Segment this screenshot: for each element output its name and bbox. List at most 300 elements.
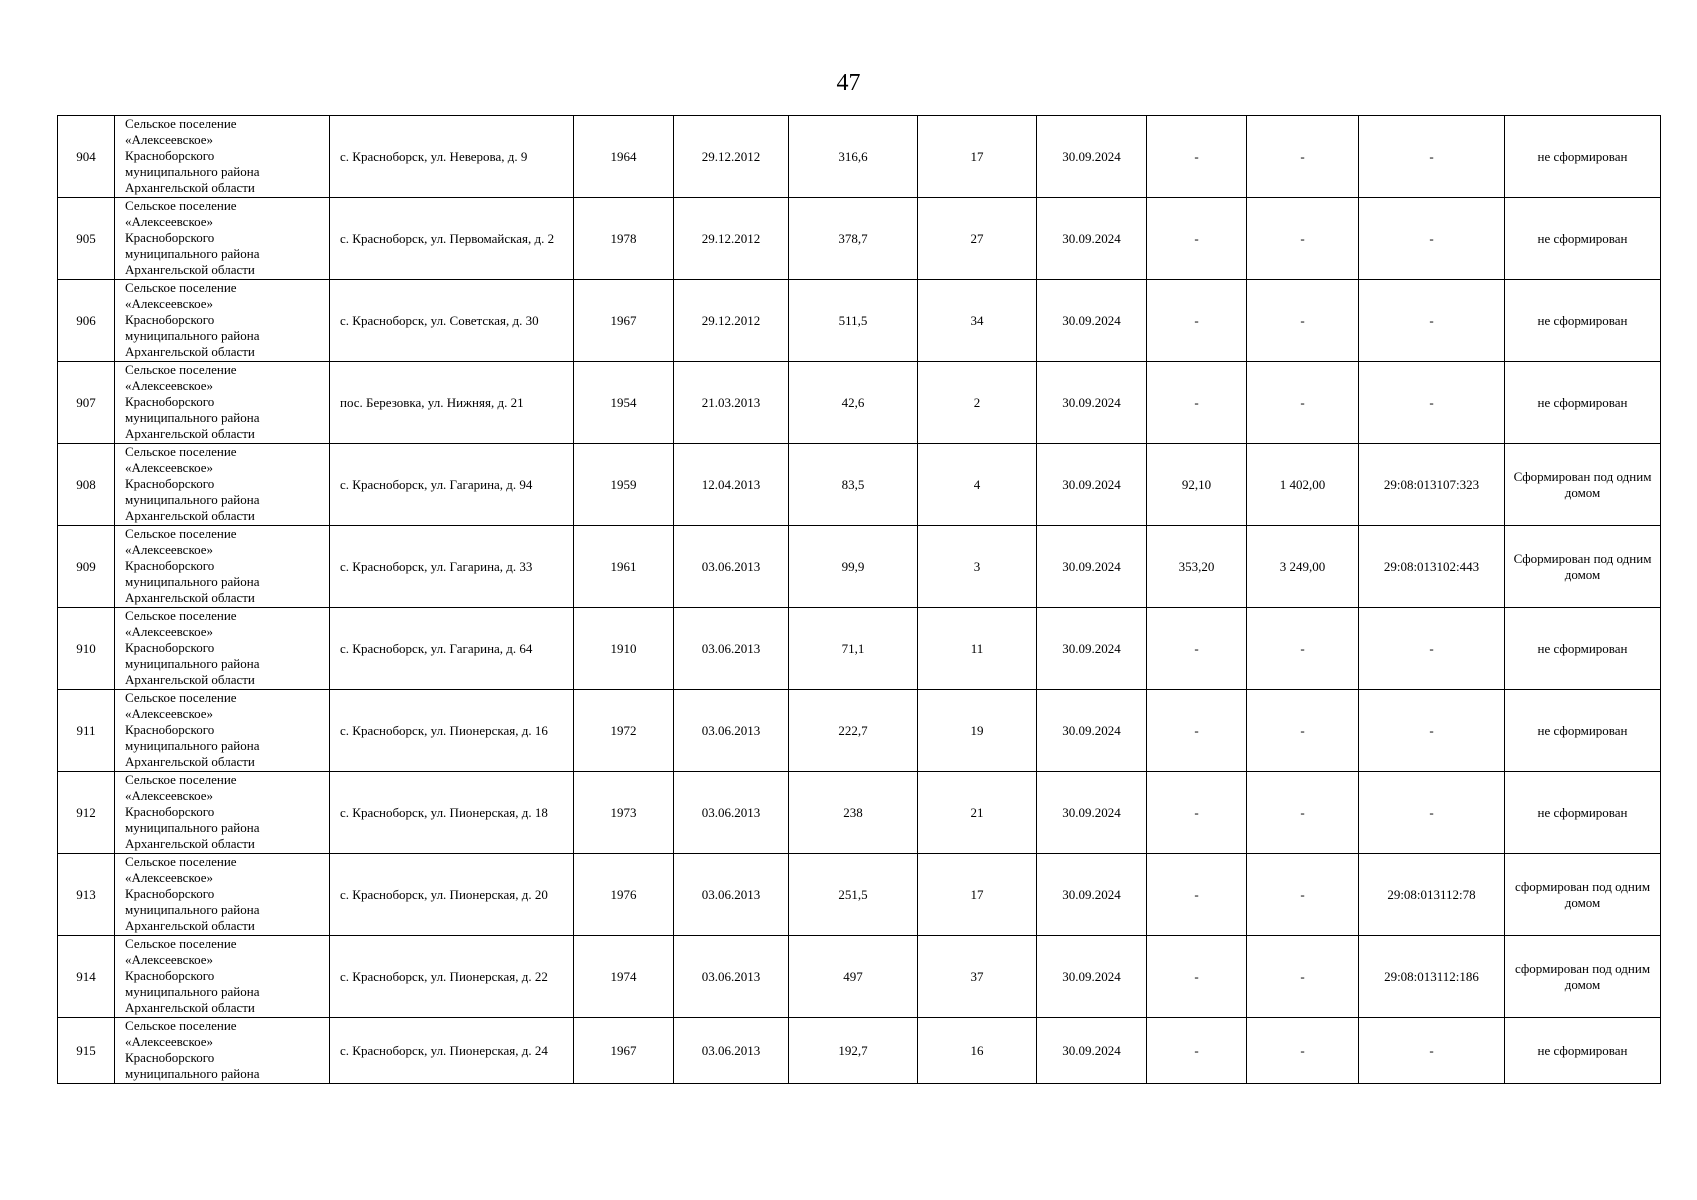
status-cell [1505, 198, 1661, 280]
settlement-name-line: муниципального района [125, 164, 260, 179]
cadastral-number-value: - [1429, 640, 1434, 656]
deadline-value: 30.09.2024 [1062, 968, 1121, 984]
deadline-value: 30.09.2024 [1062, 804, 1121, 820]
residents-cell [918, 116, 1037, 198]
area-cell [789, 444, 918, 526]
residents-cell [918, 936, 1037, 1018]
date-value: 21.03.2013 [701, 394, 761, 410]
year-cell [574, 690, 674, 772]
settlement-name-line: муниципального района [125, 738, 260, 753]
residents-value: 2 [973, 394, 981, 410]
cadastral-number-cell [1359, 198, 1505, 280]
date-value: 29.12.2012 [701, 230, 761, 246]
settlement-name-line: Красноборского [125, 476, 215, 491]
land-area-value: 353,20 [1178, 558, 1215, 574]
date-value: 29.12.2012 [701, 312, 761, 328]
residents-value: 19 [970, 722, 984, 738]
settlement-name-line: Красноборского [125, 558, 215, 573]
settlement-name-line: Сельское поселение [125, 1018, 237, 1033]
row-number-cell [58, 198, 115, 280]
year-value: 1973 [610, 804, 637, 820]
cadastral-number-value: - [1429, 722, 1434, 738]
address-value: с. Красноборск, ул. Пионерская, д. 18 [340, 804, 548, 820]
settlement-name-line: Сельское поселение [125, 608, 237, 623]
cadastral-value-cell [1247, 936, 1359, 1018]
status-cell [1505, 608, 1661, 690]
cadastral-value-cell [1247, 280, 1359, 362]
land-area-value: - [1194, 968, 1199, 984]
table-row [58, 116, 1661, 198]
status-value: Сформирован под одним домом [1513, 468, 1652, 500]
status-value: не сформирован [1537, 640, 1628, 656]
settlement-name-line: муниципального района [125, 574, 260, 589]
settlement-cell [115, 854, 330, 936]
settlement-name-line: Архангельской области [125, 180, 255, 195]
settlement-name-line: Красноборского [125, 886, 215, 901]
address-cell [330, 936, 574, 1018]
cadastral-number-cell [1359, 280, 1505, 362]
status-value: сформирован под одним домом [1514, 878, 1651, 910]
row-number-cell [58, 444, 115, 526]
year-cell [574, 198, 674, 280]
land-area-cell [1147, 1018, 1247, 1084]
residents-value: 3 [973, 558, 981, 574]
status-cell [1505, 526, 1661, 608]
year-value: 1961 [610, 558, 637, 574]
year-cell [574, 936, 674, 1018]
residents-value: 17 [970, 886, 984, 902]
settlement-cell [115, 362, 330, 444]
deadline-cell [1037, 116, 1147, 198]
address-value: с. Красноборск, ул. Советская, д. 30 [340, 312, 539, 328]
settlement-name-line: «Алексеевское» [125, 132, 214, 147]
row-number-cell [58, 690, 115, 772]
cadastral-value-cell [1247, 116, 1359, 198]
status-value: не сформирован [1537, 312, 1628, 328]
cadastral-value-cell [1247, 854, 1359, 936]
settlement-name-line: «Алексеевское» [125, 952, 214, 967]
area-cell [789, 936, 918, 1018]
cadastral-number-value: 29:08:013102:443 [1383, 558, 1480, 574]
address-cell [330, 280, 574, 362]
area-value: 99,9 [841, 558, 865, 574]
settlement-name-line: муниципального района [125, 492, 260, 507]
settlement-name-line: «Алексеевское» [125, 624, 214, 639]
cadastral-number-value: - [1429, 1042, 1434, 1058]
address-cell [330, 608, 574, 690]
year-value: 1976 [610, 886, 637, 902]
area-value: 378,7 [838, 230, 868, 246]
area-cell [789, 854, 918, 936]
address-value: с. Красноборск, ул. Первомайская, д. 2 [340, 230, 555, 246]
deadline-value: 30.09.2024 [1062, 394, 1121, 410]
cadastral-value-value: - [1300, 394, 1305, 410]
year-cell [574, 116, 674, 198]
year-value: 1967 [610, 1042, 637, 1058]
table-row [58, 854, 1661, 936]
land-area-value: - [1194, 312, 1199, 328]
cadastral-number-cell [1359, 116, 1505, 198]
settlement-name-line: Архангельской области [125, 426, 255, 441]
date-value: 03.06.2013 [701, 886, 761, 902]
cadastral-value-value: - [1300, 804, 1305, 820]
residents-value: 17 [970, 148, 984, 164]
settlement-name-line: «Алексеевское» [125, 214, 214, 229]
settlement-name-line: муниципального района [125, 328, 260, 343]
settlement-name-line: Красноборского [125, 804, 215, 819]
land-area-value: 92,10 [1181, 476, 1212, 492]
settlement-name-line: «Алексеевское» [125, 378, 214, 393]
settlement-name-line: «Алексеевское» [125, 788, 214, 803]
deadline-value: 30.09.2024 [1062, 640, 1121, 656]
cadastral-number-cell [1359, 1018, 1505, 1084]
status-cell [1505, 362, 1661, 444]
address-cell [330, 116, 574, 198]
settlement-name-line: Сельское поселение [125, 116, 237, 131]
row-number-cell [58, 280, 115, 362]
area-value: 71,1 [841, 640, 865, 656]
row-number-value: 905 [76, 230, 96, 246]
settlement-name-line: Красноборского [125, 394, 215, 409]
cadastral-number-cell [1359, 936, 1505, 1018]
cadastral-number-cell [1359, 608, 1505, 690]
status-value: не сформирован [1537, 394, 1628, 410]
land-area-value: - [1194, 148, 1199, 164]
date-cell [674, 362, 789, 444]
deadline-cell [1037, 936, 1147, 1018]
land-area-cell [1147, 280, 1247, 362]
cadastral-number-cell [1359, 444, 1505, 526]
residents-cell [918, 690, 1037, 772]
land-area-cell [1147, 198, 1247, 280]
row-number-cell [58, 362, 115, 444]
row-number-value: 906 [76, 312, 96, 328]
land-area-cell [1147, 526, 1247, 608]
settlement-cell [115, 444, 330, 526]
table-row [58, 1018, 1661, 1084]
deadline-cell [1037, 280, 1147, 362]
cadastral-value-value: - [1300, 230, 1305, 246]
settlement-name-line: «Алексеевское» [125, 296, 214, 311]
year-cell [574, 280, 674, 362]
deadline-cell [1037, 854, 1147, 936]
area-cell [789, 362, 918, 444]
table-row [58, 526, 1661, 608]
page-number: 47 [836, 70, 861, 96]
cadastral-value-cell [1247, 1018, 1359, 1084]
settlement-name-line: Красноборского [125, 312, 215, 327]
cadastral-number-cell [1359, 690, 1505, 772]
deadline-value: 30.09.2024 [1062, 312, 1121, 328]
table-body [58, 116, 1661, 1084]
area-value: 316,6 [838, 148, 868, 164]
deadline-cell [1037, 772, 1147, 854]
cadastral-number-value: - [1429, 148, 1434, 164]
row-number-value: 913 [76, 886, 96, 902]
land-area-cell [1147, 608, 1247, 690]
settlement-name-line: Архангельской области [125, 344, 255, 359]
land-area-cell [1147, 690, 1247, 772]
deadline-value: 30.09.2024 [1062, 558, 1121, 574]
deadline-cell [1037, 444, 1147, 526]
year-value: 1910 [610, 640, 637, 656]
date-cell [674, 116, 789, 198]
deadline-cell [1037, 526, 1147, 608]
cadastral-value-cell [1247, 608, 1359, 690]
registry-table [57, 115, 1661, 1084]
row-number-cell [58, 526, 115, 608]
table-row [58, 772, 1661, 854]
year-cell [574, 1018, 674, 1084]
settlement-name-line: Сельское поселение [125, 198, 237, 213]
address-value: с. Красноборск, ул. Гагарина, д. 94 [340, 476, 533, 492]
address-cell [330, 854, 574, 936]
row-number-value: 910 [76, 640, 96, 656]
row-number-cell [58, 1018, 115, 1084]
table-row [58, 198, 1661, 280]
deadline-value: 30.09.2024 [1062, 148, 1121, 164]
area-value: 42,6 [841, 394, 865, 410]
settlement-name-line: муниципального района [125, 656, 260, 671]
date-cell [674, 280, 789, 362]
settlement-cell [115, 280, 330, 362]
settlement-name-line: Сельское поселение [125, 526, 237, 541]
area-cell [789, 772, 918, 854]
settlement-name-line: Красноборского [125, 968, 215, 983]
date-cell [674, 198, 789, 280]
settlement-name-line: «Алексеевское» [125, 460, 214, 475]
cadastral-number-cell [1359, 526, 1505, 608]
status-cell [1505, 1018, 1661, 1084]
area-cell [789, 280, 918, 362]
status-value: не сформирован [1537, 804, 1628, 820]
land-area-cell [1147, 362, 1247, 444]
settlement-name-line: Сельское поселение [125, 854, 237, 869]
settlement-name-line: «Алексеевское» [125, 1034, 214, 1049]
cadastral-value-value: - [1300, 148, 1305, 164]
settlement-name-line: Архангельской области [125, 836, 255, 851]
address-cell [330, 526, 574, 608]
address-cell [330, 198, 574, 280]
settlement-name-line: Сельское поселение [125, 690, 237, 705]
settlement-cell [115, 608, 330, 690]
year-value: 1964 [610, 148, 637, 164]
address-cell [330, 444, 574, 526]
settlement-cell [115, 526, 330, 608]
settlement-cell [115, 936, 330, 1018]
cadastral-value-value: 1 402,00 [1279, 476, 1326, 492]
settlement-name-line: Архангельской области [125, 590, 255, 605]
cadastral-number-cell [1359, 772, 1505, 854]
settlement-name-line: муниципального района [125, 984, 260, 999]
settlement-name-line: Сельское поселение [125, 444, 237, 459]
settlement-name-line: муниципального района [125, 902, 260, 917]
row-number-value: 908 [76, 476, 96, 492]
land-area-cell [1147, 854, 1247, 936]
address-value: с. Красноборск, ул. Пионерская, д. 24 [340, 1042, 548, 1058]
residents-value: 16 [970, 1042, 984, 1058]
table-row [58, 608, 1661, 690]
address-value: с. Красноборск, ул. Гагарина, д. 64 [340, 640, 533, 656]
row-number-value: 907 [76, 394, 96, 410]
cadastral-number-value: 29:08:013112:78 [1387, 886, 1476, 902]
year-value: 1954 [610, 394, 637, 410]
cadastral-value-value: - [1300, 886, 1305, 902]
status-cell [1505, 444, 1661, 526]
settlement-name-line: муниципального района [125, 246, 260, 261]
row-number-value: 912 [76, 804, 96, 820]
status-value: не сформирован [1537, 148, 1628, 164]
address-value: с. Красноборск, ул. Пионерская, д. 20 [340, 886, 548, 902]
row-number-cell [58, 936, 115, 1018]
table-row [58, 362, 1661, 444]
deadline-cell [1037, 362, 1147, 444]
residents-cell [918, 198, 1037, 280]
year-cell [574, 444, 674, 526]
area-value: 511,5 [838, 312, 868, 328]
row-number-value: 914 [76, 968, 96, 984]
date-cell [674, 690, 789, 772]
date-value: 12.04.2013 [701, 476, 761, 492]
date-value: 03.06.2013 [701, 804, 761, 820]
cadastral-value-cell [1247, 444, 1359, 526]
settlement-name-line: «Алексеевское» [125, 706, 214, 721]
deadline-value: 30.09.2024 [1062, 722, 1121, 738]
settlement-name-line: Красноборского [125, 640, 215, 655]
residents-value: 4 [973, 476, 981, 492]
cadastral-value-cell [1247, 526, 1359, 608]
residents-cell [918, 772, 1037, 854]
residents-value: 34 [970, 312, 984, 328]
deadline-cell [1037, 690, 1147, 772]
status-value: сформирован под одним домом [1514, 960, 1651, 992]
cadastral-value-value: - [1300, 1042, 1305, 1058]
residents-value: 37 [970, 968, 984, 984]
status-value: не сформирован [1537, 1042, 1628, 1058]
table-row [58, 936, 1661, 1018]
address-value: пос. Березовка, ул. Нижняя, д. 21 [340, 394, 524, 410]
settlement-name-line: муниципального района [125, 820, 260, 835]
status-cell [1505, 690, 1661, 772]
settlement-name-line: Сельское поселение [125, 772, 237, 787]
table-row [58, 444, 1661, 526]
cadastral-value-value: - [1300, 640, 1305, 656]
settlement-name-line: Архангельской области [125, 508, 255, 523]
cadastral-number-value: - [1429, 230, 1434, 246]
settlement-name-line: Красноборского [125, 230, 215, 245]
address-cell [330, 362, 574, 444]
settlement-name-line: Красноборского [125, 722, 215, 737]
row-number-cell [58, 854, 115, 936]
deadline-value: 30.09.2024 [1062, 886, 1121, 902]
residents-cell [918, 444, 1037, 526]
settlement-name-line: Архангельской области [125, 918, 255, 933]
status-cell [1505, 280, 1661, 362]
deadline-value: 30.09.2024 [1062, 230, 1121, 246]
residents-cell [918, 526, 1037, 608]
cadastral-value-cell [1247, 362, 1359, 444]
row-number-value: 909 [76, 558, 96, 574]
cadastral-value-value: - [1300, 312, 1305, 328]
settlement-name-line: Архангельской области [125, 262, 255, 277]
table-row [58, 690, 1661, 772]
residents-cell [918, 608, 1037, 690]
area-cell [789, 198, 918, 280]
area-cell [789, 116, 918, 198]
row-number-value: 915 [76, 1042, 96, 1058]
settlement-name-line: Архангельской области [125, 754, 255, 769]
settlement-cell [115, 690, 330, 772]
settlement-name-line: Сельское поселение [125, 280, 237, 295]
deadline-value: 30.09.2024 [1062, 476, 1121, 492]
year-value: 1972 [610, 722, 637, 738]
row-number-value: 904 [76, 148, 96, 164]
cadastral-number-cell [1359, 362, 1505, 444]
cadastral-number-value: 29:08:013107:323 [1383, 476, 1480, 492]
cadastral-value-value: - [1300, 968, 1305, 984]
settlement-name-line: Сельское поселение [125, 362, 237, 377]
address-value: с. Красноборск, ул. Пионерская, д. 22 [340, 968, 548, 984]
status-cell [1505, 854, 1661, 936]
land-area-value: - [1194, 804, 1199, 820]
cadastral-value-cell [1247, 198, 1359, 280]
year-value: 1974 [610, 968, 637, 984]
year-cell [574, 608, 674, 690]
area-cell [789, 526, 918, 608]
land-area-cell [1147, 116, 1247, 198]
date-cell [674, 854, 789, 936]
land-area-cell [1147, 936, 1247, 1018]
cadastral-number-cell [1359, 854, 1505, 936]
date-cell [674, 1018, 789, 1084]
settlement-name-line: Архангельской области [125, 1000, 255, 1015]
land-area-value: - [1194, 230, 1199, 246]
settlement-cell [115, 772, 330, 854]
year-cell [574, 772, 674, 854]
land-area-value: - [1194, 886, 1199, 902]
residents-cell [918, 854, 1037, 936]
date-value: 03.06.2013 [701, 640, 761, 656]
deadline-cell [1037, 1018, 1147, 1084]
residents-value: 27 [970, 230, 984, 246]
area-value: 192,7 [838, 1042, 868, 1058]
settlement-name-line: «Алексеевское» [125, 542, 214, 557]
settlement-cell [115, 1018, 330, 1084]
cadastral-value-value: - [1300, 722, 1305, 738]
table-row [58, 280, 1661, 362]
row-number-value: 911 [76, 722, 96, 738]
address-value: с. Красноборск, ул. Неверова, д. 9 [340, 148, 528, 164]
settlement-name-line: «Алексеевское» [125, 870, 214, 885]
land-area-value: - [1194, 722, 1199, 738]
land-area-cell [1147, 444, 1247, 526]
date-value: 03.06.2013 [701, 558, 761, 574]
row-number-cell [58, 116, 115, 198]
land-area-value: - [1194, 394, 1199, 410]
status-value: Сформирован под одним домом [1513, 550, 1652, 582]
date-value: 29.12.2012 [701, 148, 761, 164]
date-cell [674, 772, 789, 854]
land-area-cell [1147, 772, 1247, 854]
date-value: 03.06.2013 [701, 968, 761, 984]
year-cell [574, 526, 674, 608]
date-cell [674, 936, 789, 1018]
row-number-cell [58, 772, 115, 854]
address-value: с. Красноборск, ул. Пионерская, д. 16 [340, 722, 548, 738]
address-cell [330, 690, 574, 772]
year-value: 1978 [610, 230, 637, 246]
status-value: не сформирован [1537, 722, 1628, 738]
